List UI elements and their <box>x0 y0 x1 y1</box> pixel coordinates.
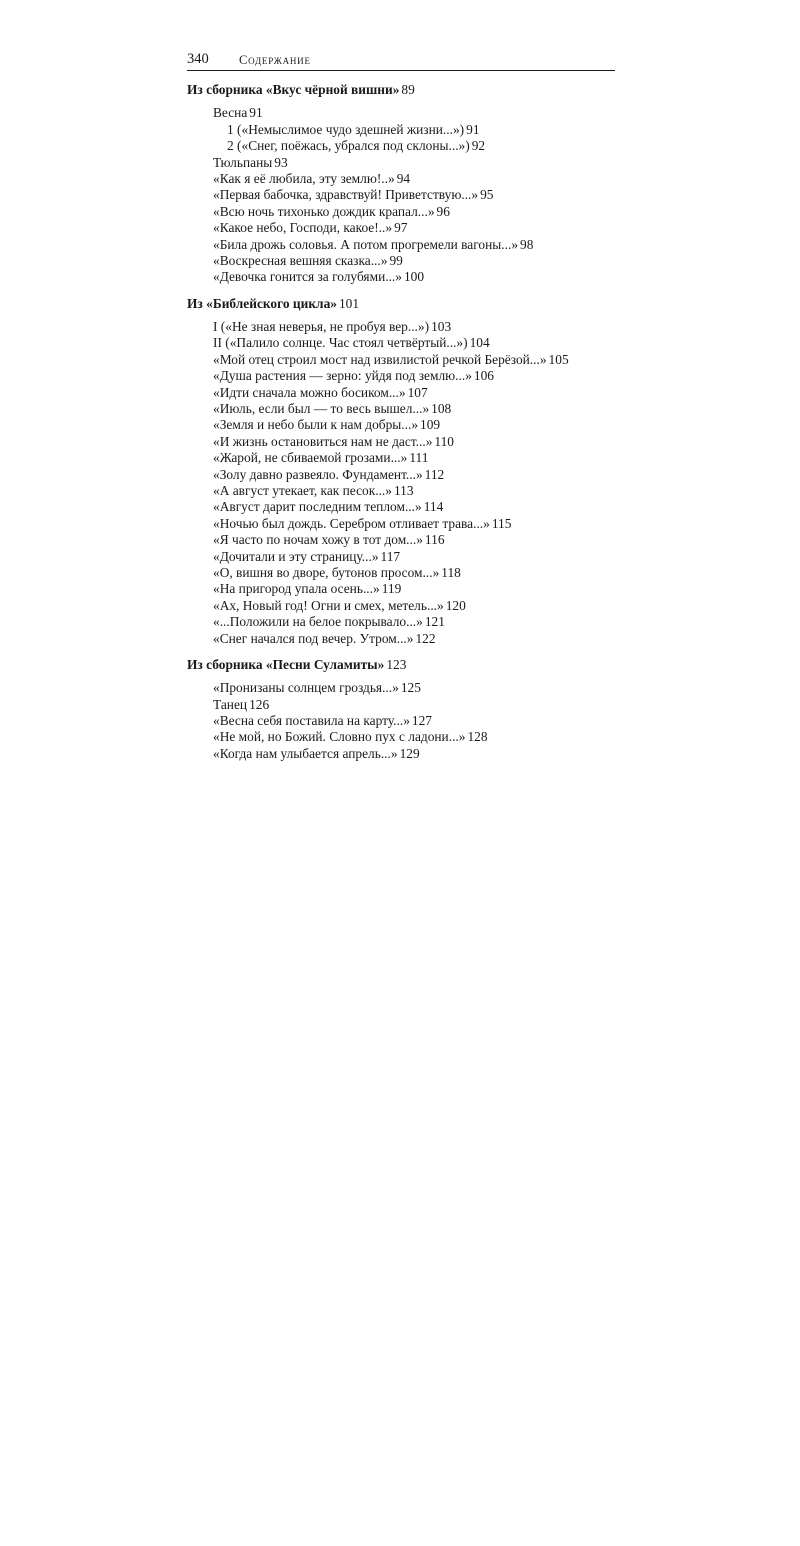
toc-entry-page-number: 128 <box>467 729 488 745</box>
toc-entry-title: «Мой отец строил мост над извилистой речкой Берёзой...» <box>213 351 547 367</box>
toc-entry-title: Весна <box>213 105 248 121</box>
toc-entry-title: «Август дарит последним теплом...» <box>213 499 422 515</box>
toc-entry-page-number: 108 <box>431 401 452 417</box>
toc-entry-page-number: 111 <box>409 450 429 466</box>
page-number: 340 <box>187 51 209 67</box>
toc-entry <box>187 105 615 121</box>
toc-entry-title: I («Не зная неверья, не пробуя вер...») <box>213 319 430 335</box>
toc-section-heading-title: Из «Библейского цикла» <box>187 295 337 311</box>
toc-entry-title: «Всю ночь тихонько дождик крапал...» <box>213 203 435 219</box>
toc-entry-title: «Пронизаны солнцем гроздья...» <box>213 680 399 696</box>
toc-entry-title: «Как я её любила, эту землю!..» <box>213 170 395 186</box>
toc-entry-title: «Душа растения — зерно: уйдя под землю...» <box>213 368 472 384</box>
toc-entry-title: «Била дрожь соловья. А потом прогремели вагоны...» <box>213 236 519 252</box>
toc-section-heading-page-number: 89 <box>401 82 415 97</box>
page-header <box>187 48 615 71</box>
toc-entry-title: «И жизнь остановиться нам не даст...» <box>213 433 433 449</box>
toc-entry-title: «А август утекает, как песок...» <box>213 482 392 498</box>
toc-entry-page-number: 125 <box>400 680 421 696</box>
toc-section-heading-title: Из сборника «Песни Суламиты» <box>187 656 385 672</box>
toc-entry-title: «Первая бабочка, здравствуй! Приветствую...» <box>213 187 479 203</box>
toc-entry-title: «Я часто по ночам хожу в тот дом...» <box>213 532 423 548</box>
toc-entry-page-number: 106 <box>473 368 494 384</box>
toc-entry-page-number: 91 <box>466 121 480 137</box>
toc-entry-title: «Когда нам улыбается апрель...» <box>213 745 398 761</box>
toc-entry-page-number: 95 <box>480 187 494 203</box>
toc-entry-page-number: 114 <box>423 499 444 515</box>
toc-entry-page-number: 94 <box>396 170 411 186</box>
toc-entry-page-number: 121 <box>424 614 445 630</box>
toc-entry-page-number: 115 <box>491 515 512 531</box>
toc-entry-page-number: 93 <box>274 154 288 170</box>
toc-entry-page-number: 97 <box>394 220 408 236</box>
toc-entry-title: «Идти сначала можно босиком...» <box>213 384 406 400</box>
toc-entry-title: Тюльпаны <box>213 154 273 170</box>
table-of-contents <box>187 82 615 762</box>
toc-entry-page-number: 96 <box>436 203 450 219</box>
toc-entry-page-number: 122 <box>415 630 436 646</box>
toc-entry-title: «Жарой, не сбиваемой грозами...» <box>213 450 408 466</box>
toc-entry-title: Танец <box>213 696 248 712</box>
toc-entry-page-number: 110 <box>434 433 454 449</box>
toc-entry-page-number: 127 <box>411 713 432 729</box>
toc-entry-page-number: 98 <box>520 236 534 252</box>
toc-entry-page-number: 113 <box>393 482 414 498</box>
toc-entry-title: «Не мой, но Божий. Словно пух с ладони...» <box>213 729 466 745</box>
toc-entry-title: II («Палило солнце. Час стоял четвёртый...») <box>213 335 468 351</box>
toc-entry-title: «Ночью был дождь. Серебром отливает трава...» <box>213 515 490 531</box>
toc-entry-title: «Девочка гонится за голубями...» <box>213 269 402 285</box>
toc-entry-page-number: 91 <box>249 105 263 121</box>
toc-entry-title: 2 («Снег, поёжась, убрался под склоны...») <box>227 138 470 154</box>
toc-section-heading-title: Из сборника «Вкус чёрной вишни» <box>187 82 400 97</box>
toc-section-heading-page-number: 123 <box>386 656 407 672</box>
toc-entry-page-number: 117 <box>380 548 401 564</box>
toc-entry-title: «Весна себя поставила на карту...» <box>213 713 410 729</box>
toc-entry-title: «...Положили на белое покрывало...» <box>213 614 423 630</box>
toc-entry-title: «Дочитали и эту страницу...» <box>213 548 379 564</box>
toc-entry-title: «Ах, Новый год! Огни и смех, метель...» <box>213 597 444 613</box>
toc-entry-title: 1 («Немыслимое чудо здешней жизни...») <box>227 121 465 137</box>
running-title: Содержание <box>239 53 311 67</box>
toc-entry-title: «Воскресная вешняя сказка...» <box>213 252 388 268</box>
toc-entry-page-number: 126 <box>249 696 270 712</box>
toc-entry-title: «Снег начался под вечер. Утром...» <box>213 630 414 646</box>
toc-section-heading-page-number: 101 <box>338 295 360 311</box>
toc-entry-title: «На пригород упала осень...» <box>213 581 380 597</box>
toc-entry-page-number: 100 <box>403 269 425 285</box>
toc-entry-title: «Какое небо, Господи, какое!..» <box>213 220 393 236</box>
toc-entry-page-number: 92 <box>471 138 486 154</box>
toc-entry <box>187 697 615 713</box>
toc-entry-page-number: 105 <box>548 351 569 367</box>
toc-entry-title: «О, вишня во дворе, бутонов просом...» <box>213 564 440 580</box>
toc-entry-title: «Июль, если был — то весь вышел...» <box>213 401 430 417</box>
toc-entry-page-number: 104 <box>469 335 490 351</box>
toc-entry-title: «Земля и небо были к нам добры...» <box>213 417 419 433</box>
toc-entry-page-number: 99 <box>389 252 403 268</box>
toc-entry-page-number: 109 <box>420 417 441 433</box>
toc-entry-page-number: 112 <box>424 466 445 482</box>
toc-entry-page-number: 119 <box>381 581 402 597</box>
toc-section-heading <box>187 82 615 98</box>
toc-entry-page-number: 120 <box>445 597 466 613</box>
toc-entry-page-number: 107 <box>407 384 428 400</box>
toc-entry-page-number: 116 <box>424 532 445 548</box>
toc-entry-page-number: 103 <box>431 319 452 335</box>
toc-entry-page-number: 118 <box>441 564 461 580</box>
toc-entry-page-number: 129 <box>399 745 420 761</box>
toc-entry-title: «Золу давно развеяло. Фундамент...» <box>213 466 423 482</box>
